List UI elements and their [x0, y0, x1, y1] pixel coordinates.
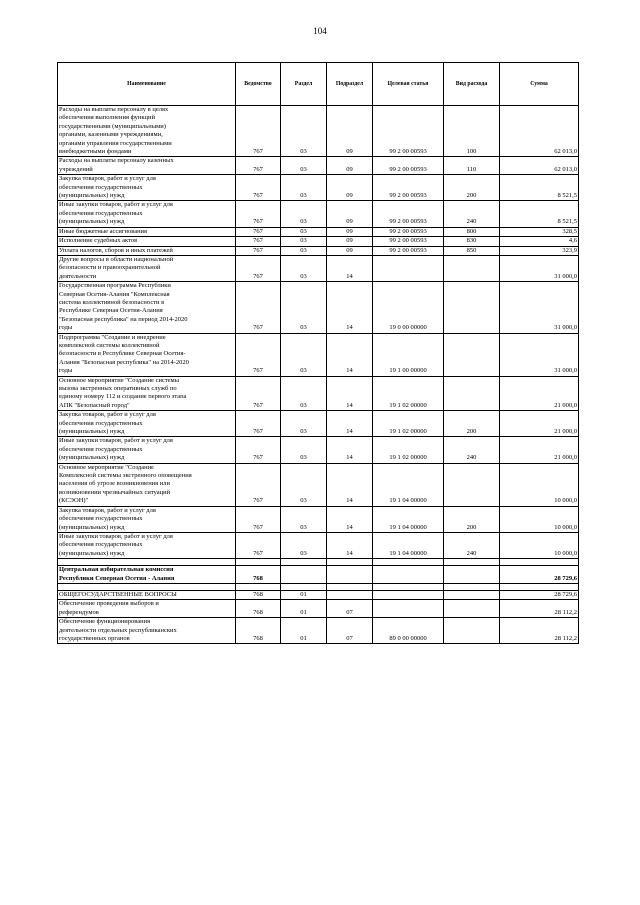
cell-vedomstvo: 767	[236, 411, 281, 437]
cell-name: Государственная программа Республики Северная Осетия-Алания "Комплексная система коллективной безопасности в Республике Северная Осетия-Алания "Безопасная республика" на период 2014-2020 годы	[58, 282, 236, 333]
cell-expense-type	[444, 600, 500, 618]
table-row	[58, 376, 579, 411]
table-row	[58, 201, 579, 227]
cell-sum: 31 000,0	[500, 255, 579, 281]
cell-target-article: 19 1 04 00000	[373, 463, 444, 506]
cell-target-article	[373, 255, 444, 281]
cell-razdel: 01	[281, 618, 327, 644]
cell-podrazdel: 09	[327, 227, 373, 236]
cell-expense-type: 110	[444, 157, 500, 175]
cell-sum: 21 000,0	[500, 411, 579, 437]
table-header-row	[58, 63, 579, 106]
cell-target-article: 99 2 00 00593	[373, 227, 444, 236]
cell-razdel: 03	[281, 255, 327, 281]
header-podrazdel: Подраздел	[327, 63, 373, 106]
cell-vedomstvo: 767	[236, 282, 281, 333]
cell-name: ОБЩЕГОСУДАРСТВЕННЫЕ ВОПРОСЫ	[58, 590, 236, 599]
cell-podrazdel: 07	[327, 600, 373, 618]
cell-vedomstvo: 767	[236, 201, 281, 227]
cell-name: Закупка товаров, работ и услуг для обеспечения государственных (муниципальных) нужд	[58, 411, 236, 437]
cell-target-article: 99 2 00 00593	[373, 201, 444, 227]
cell-name: Закупка товаров, работ и услуг для обеспечения государственных (муниципальных) нужд	[58, 506, 236, 532]
cell-expense-type: 240	[444, 437, 500, 463]
cell-vedomstvo: 767	[236, 175, 281, 201]
header-razdel: Раздел	[281, 63, 327, 106]
cell-target-article: 99 2 00 00593	[373, 237, 444, 246]
spacer-cell	[444, 559, 500, 566]
cell-target-article: 99 2 00 00593	[373, 175, 444, 201]
cell-razdel: 03	[281, 201, 327, 227]
cell-expense-type: 200	[444, 411, 500, 437]
cell-expense-type	[444, 333, 500, 376]
cell-expense-type: 240	[444, 201, 500, 227]
cell-sum: 328,5	[500, 227, 579, 236]
cell-name: Расходы на выплаты персоналу казенных учреждений	[58, 157, 236, 175]
table-body	[58, 106, 579, 644]
cell-expense-type	[444, 463, 500, 506]
cell-sum: 21 000,0	[500, 376, 579, 411]
cell-vedomstvo: 767	[236, 227, 281, 236]
cell-podrazdel: 14	[327, 255, 373, 281]
cell-podrazdel	[327, 590, 373, 599]
spacer-cell	[373, 583, 444, 590]
cell-name: Иные бюджетные ассигнования	[58, 227, 236, 236]
cell-podrazdel: 14	[327, 411, 373, 437]
cell-name: Обеспечение проведения выборов и референдумов	[58, 600, 236, 618]
cell-podrazdel: 14	[327, 376, 373, 411]
header-sum: Сумма	[500, 63, 579, 106]
cell-podrazdel: 14	[327, 333, 373, 376]
spacer-cell	[58, 559, 236, 566]
table-row	[58, 333, 579, 376]
cell-sum: 323,9	[500, 246, 579, 255]
spacer-cell	[444, 583, 500, 590]
cell-expense-type: 830	[444, 237, 500, 246]
cell-vedomstvo: 768	[236, 618, 281, 644]
cell-sum: 8 521,5	[500, 175, 579, 201]
budget-table	[57, 62, 579, 644]
spacer-row	[58, 583, 579, 590]
spacer-cell	[500, 559, 579, 566]
cell-sum: 10 000,0	[500, 463, 579, 506]
cell-expense-type	[444, 618, 500, 644]
cell-name: Закупка товаров, работ и услуг для обеспечения государственных (муниципальных) нужд	[58, 175, 236, 201]
spacer-cell	[236, 583, 281, 590]
header-target-article: Целевая статья	[373, 63, 444, 106]
cell-sum: 28 112,2	[500, 618, 579, 644]
cell-name: Центральная избирательная комиссия Республики Северная Осетия - Алания	[58, 566, 236, 584]
cell-sum: 8 521,5	[500, 201, 579, 227]
cell-expense-type	[444, 282, 500, 333]
cell-vedomstvo: 767	[236, 532, 281, 558]
cell-vedomstvo: 767	[236, 255, 281, 281]
cell-razdel: 03	[281, 106, 327, 157]
cell-name: Основное мероприятие "Создание Комплексной системы экстренного оповещения населения об угрозе возникновения или возникновении чрезвычайных ситуаций (КСЭОН)"	[58, 463, 236, 506]
table-row	[58, 227, 579, 236]
cell-expense-type: 100	[444, 106, 500, 157]
cell-target-article: 19 1 04 00000	[373, 532, 444, 558]
cell-target-article: 19 1 00 00000	[373, 333, 444, 376]
cell-podrazdel: 14	[327, 532, 373, 558]
cell-target-article	[373, 566, 444, 584]
cell-razdel: 03	[281, 437, 327, 463]
cell-name: Уплата налогов, сборов и иных платежей	[58, 246, 236, 255]
cell-podrazdel: 14	[327, 463, 373, 506]
cell-target-article: 19 0 00 00000	[373, 282, 444, 333]
cell-target-article: 99 2 00 00593	[373, 157, 444, 175]
cell-target-article: 99 2 00 00593	[373, 246, 444, 255]
table-row	[58, 437, 579, 463]
table-row	[58, 600, 579, 618]
cell-podrazdel: 07	[327, 618, 373, 644]
table-row	[58, 246, 579, 255]
cell-sum: 28 112,2	[500, 600, 579, 618]
cell-name: Иные закупки товаров, работ и услуг для обеспечения государственных (муниципальных) нужд	[58, 437, 236, 463]
header-expense-type: Вид расхода	[444, 63, 500, 106]
cell-razdel: 03	[281, 237, 327, 246]
cell-podrazdel: 09	[327, 237, 373, 246]
cell-sum: 31 000,0	[500, 282, 579, 333]
spacer-cell	[500, 583, 579, 590]
spacer-cell	[327, 559, 373, 566]
cell-razdel: 03	[281, 376, 327, 411]
cell-name: Иные закупки товаров, работ и услуг для обеспечения государственных (муниципальных) нужд	[58, 532, 236, 558]
table-row	[58, 282, 579, 333]
table-row	[58, 590, 579, 599]
cell-expense-type: 200	[444, 506, 500, 532]
cell-expense-type: 800	[444, 227, 500, 236]
cell-razdel: 03	[281, 463, 327, 506]
cell-razdel	[281, 566, 327, 584]
table-row	[58, 237, 579, 246]
cell-sum: 62 013,0	[500, 157, 579, 175]
spacer-cell	[281, 583, 327, 590]
cell-vedomstvo: 767	[236, 157, 281, 175]
spacer-cell	[58, 583, 236, 590]
cell-name: Другие вопросы в области национальной безопасности и правоохранительной деятельности	[58, 255, 236, 281]
cell-podrazdel	[327, 566, 373, 584]
cell-target-article: 19 1 02 00000	[373, 411, 444, 437]
spacer-cell	[281, 559, 327, 566]
cell-sum: 21 000,0	[500, 437, 579, 463]
table-row	[58, 411, 579, 437]
cell-target-article: 99 2 00 00593	[373, 106, 444, 157]
cell-name: Обеспечение функционирования деятельности отдельных республиканских государственных органов	[58, 618, 236, 644]
table-row	[58, 157, 579, 175]
cell-name: Расходы на выплаты персоналу в целях обеспечения выполнения функций государственными (муниципальными) органами, казенными учреждениями, органами управления государственными внебюджетными фондами	[58, 106, 236, 157]
cell-target-article: 19 1 04 00000	[373, 506, 444, 532]
cell-sum: 10 000,0	[500, 532, 579, 558]
cell-podrazdel: 09	[327, 246, 373, 255]
cell-sum: 28 729,6	[500, 566, 579, 584]
table-row	[58, 566, 579, 584]
cell-vedomstvo: 767	[236, 333, 281, 376]
cell-razdel: 03	[281, 175, 327, 201]
cell-sum: 4,6	[500, 237, 579, 246]
cell-vedomstvo: 768	[236, 566, 281, 584]
cell-name: Исполнение судебных актов	[58, 237, 236, 246]
table-row	[58, 506, 579, 532]
cell-target-article: 89 0 00 00000	[373, 618, 444, 644]
cell-vedomstvo: 768	[236, 600, 281, 618]
cell-expense-type: 850	[444, 246, 500, 255]
cell-sum: 28 729,6	[500, 590, 579, 599]
spacer-cell	[373, 559, 444, 566]
cell-name: Иные закупки товаров, работ и услуг для обеспечения государственных (муниципальных) нужд	[58, 201, 236, 227]
spacer-cell	[236, 559, 281, 566]
table-row	[58, 532, 579, 558]
cell-podrazdel: 09	[327, 201, 373, 227]
cell-razdel: 01	[281, 590, 327, 599]
header-name: Наименование	[58, 63, 236, 106]
cell-razdel: 03	[281, 282, 327, 333]
cell-sum: 10 000,0	[500, 506, 579, 532]
cell-target-article: 19 1 02 00000	[373, 437, 444, 463]
cell-podrazdel: 14	[327, 506, 373, 532]
cell-razdel: 03	[281, 157, 327, 175]
spacer-row	[58, 559, 579, 566]
cell-expense-type	[444, 255, 500, 281]
cell-sum: 31 000,0	[500, 333, 579, 376]
cell-vedomstvo: 768	[236, 590, 281, 599]
table-row	[58, 618, 579, 644]
cell-expense-type	[444, 376, 500, 411]
cell-expense-type	[444, 566, 500, 584]
page-number: 104	[313, 26, 327, 36]
table-row	[58, 255, 579, 281]
cell-razdel: 03	[281, 411, 327, 437]
cell-podrazdel: 09	[327, 106, 373, 157]
cell-target-article	[373, 590, 444, 599]
cell-vedomstvo: 767	[236, 376, 281, 411]
cell-target-article	[373, 600, 444, 618]
cell-expense-type	[444, 590, 500, 599]
cell-name: Основное мероприятие "Создание системы вызова экстренных оперативных служб по единому номеру 112 и создание первого этапа АПК "Безопасный город"	[58, 376, 236, 411]
cell-expense-type: 240	[444, 532, 500, 558]
cell-vedomstvo: 767	[236, 246, 281, 255]
cell-podrazdel: 14	[327, 437, 373, 463]
cell-name: Подпрограмма "Создание и внедрение комплексной системы коллективной безопасности в Республике Северная Осетия- Алания "Безопасная республика" на 2014-2020 годы	[58, 333, 236, 376]
cell-podrazdel: 09	[327, 157, 373, 175]
table-row	[58, 106, 579, 157]
header-vedomstvo: Ведомство	[236, 63, 281, 106]
cell-razdel: 01	[281, 600, 327, 618]
cell-razdel: 03	[281, 246, 327, 255]
cell-podrazdel: 14	[327, 282, 373, 333]
cell-vedomstvo: 767	[236, 106, 281, 157]
cell-razdel: 03	[281, 227, 327, 236]
cell-vedomstvo: 767	[236, 437, 281, 463]
table-row	[58, 175, 579, 201]
cell-vedomstvo: 767	[236, 506, 281, 532]
cell-podrazdel: 09	[327, 175, 373, 201]
spacer-cell	[327, 583, 373, 590]
cell-razdel: 03	[281, 506, 327, 532]
cell-vedomstvo: 767	[236, 237, 281, 246]
cell-razdel: 03	[281, 532, 327, 558]
cell-razdel: 03	[281, 333, 327, 376]
table-row	[58, 463, 579, 506]
cell-expense-type: 200	[444, 175, 500, 201]
cell-sum: 62 013,0	[500, 106, 579, 157]
cell-target-article: 19 1 02 00000	[373, 376, 444, 411]
cell-vedomstvo: 767	[236, 463, 281, 506]
